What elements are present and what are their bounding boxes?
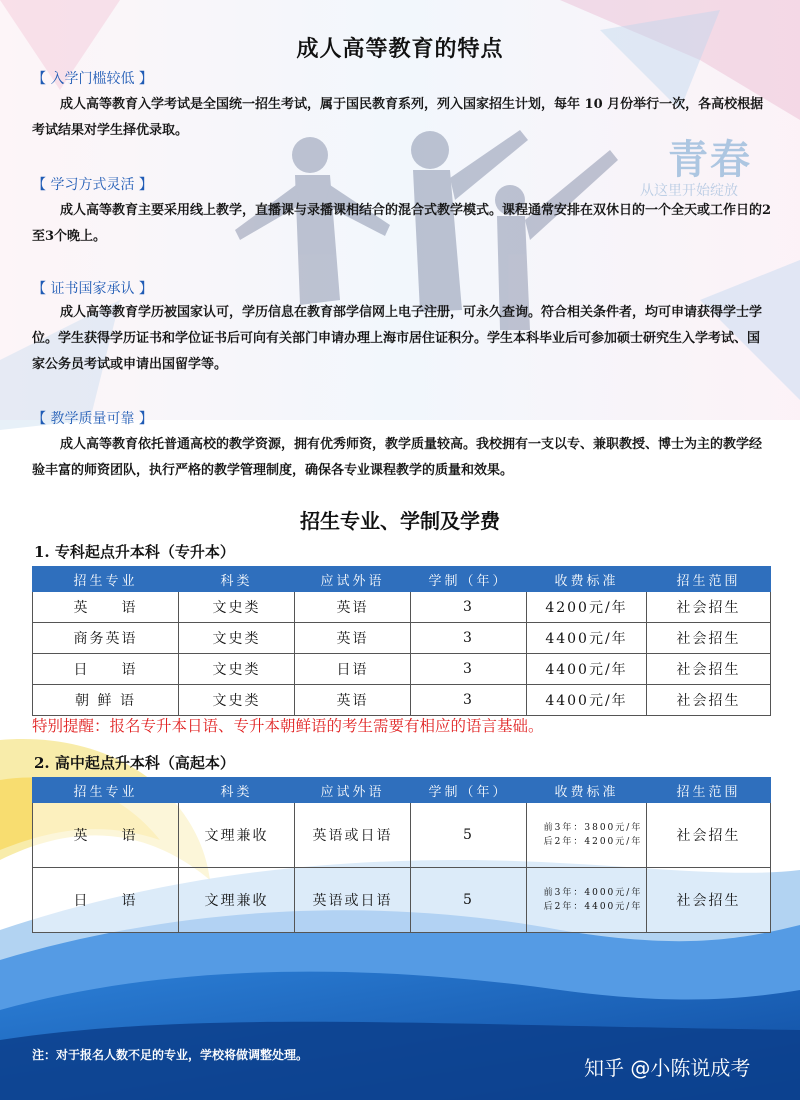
cell-category: 文理兼收 <box>179 868 295 933</box>
table-row <box>33 623 771 654</box>
cell-years: 5 <box>411 868 527 933</box>
table-highschool-program <box>32 777 771 933</box>
cell-fee: 4400元/年 <box>527 654 647 685</box>
cell-category: 文史类 <box>179 592 295 623</box>
cell-fee <box>527 803 647 868</box>
cell-category: 文史类 <box>179 623 295 654</box>
cell-years: 3 <box>411 623 527 654</box>
cell-years: 3 <box>411 592 527 623</box>
col-header-scope: 招生范围 <box>647 567 771 592</box>
cell-scope: 社会招生 <box>647 868 771 933</box>
fee-first-years: 前3年：4000元/年 <box>543 888 643 898</box>
table-row <box>33 868 771 933</box>
cell-fee <box>527 868 647 933</box>
background-slogan: 青春 <box>668 137 752 183</box>
cell-language: 英语或日语 <box>295 803 411 868</box>
cell-major: 日 语 <box>33 654 179 685</box>
cell-years: 3 <box>411 654 527 685</box>
section-text-quality: 成人高等教育依托普通高校的教学资源，拥有优秀师资，教学质量较高。我校拥有一支以专、兼职教授、博士为主的教学经验丰富的师资团队，执行严格的教学管理制度，确保各专业课程教学的质量和效果。 <box>32 437 763 478</box>
col-header-language: 应试外语 <box>295 567 411 592</box>
col-header-years: 学制（年） <box>411 567 527 592</box>
col-header-major: 招生专业 <box>33 567 179 592</box>
col-header-language: 应试外语 <box>295 778 411 803</box>
table-header-row <box>33 778 771 803</box>
cell-major: 英 语 <box>33 803 179 868</box>
section-text-certificate: 成人高等教育学历被国家认可，学历信息在教育部学信网上电子注册，可永久查询。符合相关条件者，均可申请获得学士学位。学生获得学历证书和学位证书后可向有关部门申请办理上海市居住证积分。学生本科毕业后可参加硕士研究生入学考试、国家公务员考试或申请出国留学等。 <box>32 305 763 372</box>
watermark: 知乎 @小陈说成考 <box>584 1056 751 1080</box>
page-title: 成人高等教育的特点 <box>296 36 504 62</box>
col-header-years: 学制（年） <box>411 778 527 803</box>
section-heading-certificate: 【 证书国家承认 】 <box>32 281 153 297</box>
cell-scope: 社会招生 <box>647 592 771 623</box>
cell-scope: 社会招生 <box>647 654 771 685</box>
footnote: 注：对于报名人数不足的专业，学校将做调整处理。 <box>32 1048 309 1062</box>
table1-title: 1. 专科起点升本科（专升本） <box>34 543 235 561</box>
cell-scope: 社会招生 <box>647 623 771 654</box>
cell-years: 3 <box>411 685 527 716</box>
col-header-scope: 招生范围 <box>647 778 771 803</box>
cell-fee: 4400元/年 <box>527 623 647 654</box>
col-header-fee: 收费标准 <box>527 778 647 803</box>
cell-scope: 社会招生 <box>647 685 771 716</box>
col-header-category: 科类 <box>179 567 295 592</box>
background-slogan-sub: 从这里开始绽放 <box>640 183 738 199</box>
section-heading-threshold: 【 入学门槛较低 】 <box>32 71 153 87</box>
cell-major: 英 语 <box>33 592 179 623</box>
section-heading-flexible: 【 学习方式灵活 】 <box>32 177 153 193</box>
section-heading-quality: 【 教学质量可靠 】 <box>32 411 153 427</box>
cell-major: 朝 鲜 语 <box>33 685 179 716</box>
cell-scope: 社会招生 <box>647 803 771 868</box>
table-row <box>33 592 771 623</box>
fee-last-years: 后2年：4400元/年 <box>543 902 643 912</box>
cell-language: 英语或日语 <box>295 868 411 933</box>
cell-major: 商务英语 <box>33 623 179 654</box>
cell-major: 日 语 <box>33 868 179 933</box>
cell-years: 5 <box>411 803 527 868</box>
cell-language: 英语 <box>295 623 411 654</box>
table-upgrade-program <box>32 566 771 716</box>
cell-category: 文史类 <box>179 685 295 716</box>
section-text-threshold: 成人高等教育入学考试是全国统一招生考试，属于国民教育系列，列入国家招生计划，每年 10 月份举行一次，各高校根据考试结果对学生择优录取。 <box>32 97 764 138</box>
table-header-row <box>33 567 771 592</box>
cell-language: 英语 <box>295 685 411 716</box>
cell-category: 文史类 <box>179 654 295 685</box>
cell-category: 文理兼收 <box>179 803 295 868</box>
cell-fee: 4200元/年 <box>527 592 647 623</box>
programs-title: 招生专业、学制及学费 <box>300 509 500 533</box>
col-header-category: 科类 <box>179 778 295 803</box>
col-header-major: 招生专业 <box>33 778 179 803</box>
table-row <box>33 685 771 716</box>
section-text-flexible: 成人高等教育主要采用线上教学，直播课与录播课相结合的混合式教学模式。课程通常安排在双休日的一个全天或工作日的2至3个晚上。 <box>32 203 772 244</box>
fee-first-years: 前3年：3800元/年 <box>543 823 643 833</box>
special-reminder: 特别提醒：报名专升本日语、专升本朝鲜语的考生需要有相应的语言基础。 <box>32 717 544 735</box>
table-row <box>33 654 771 685</box>
table2-title: 2. 高中起点升本科（高起本） <box>34 754 235 772</box>
col-header-fee: 收费标准 <box>527 567 647 592</box>
cell-language: 英语 <box>295 592 411 623</box>
fee-last-years: 后2年：4200元/年 <box>543 837 643 847</box>
cell-language: 日语 <box>295 654 411 685</box>
cell-fee: 4400元/年 <box>527 685 647 716</box>
table-row <box>33 803 771 868</box>
